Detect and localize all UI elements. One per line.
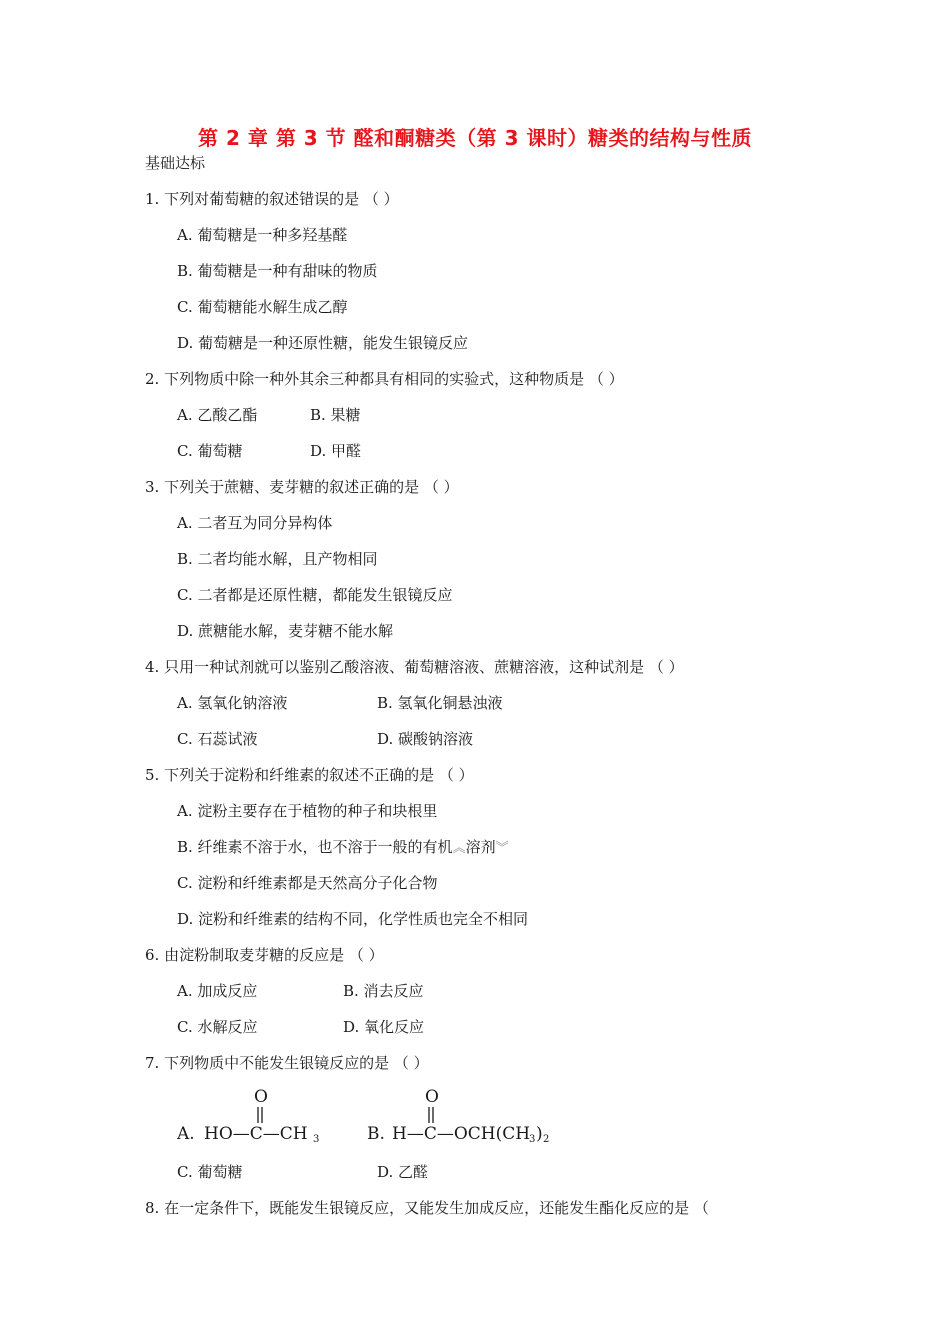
question-6-stem: 6. 由淀粉制取麦芽糖的反应是 （ ） [145,946,384,964]
question-2-option-c: C. 葡萄糖 [177,442,243,460]
formula-b-oxygen: O [425,1087,439,1107]
question-6-option-a: A. 加成反应 [177,982,258,1000]
question-1-option-c: C. 葡萄糖能水解生成乙醇 [177,298,348,316]
formula-b-chain: H—C—OCH(CH [392,1124,531,1144]
question-1-option-a: A. 葡萄糖是一种多羟基醛 [177,226,348,244]
page-title: 第 2 章 第 3 节 醛和酮糖类（第 3 课时）糖类的结构与性质 [198,126,752,150]
question-5-option-b-mark-2: ︾ [495,841,509,856]
question-3-stem: 3. 下列关于蔗糖、麦芽糖的叙述正确的是 （ ） [145,478,459,496]
question-2-option-a: A. 乙酸乙酯 [177,406,258,424]
question-4-option-b: B. 氢氧化铜悬浊液 [377,694,503,712]
question-8-stem: 8. 在一定条件下，既能发生银镜反应，又能发生加成反应，还能发生酯化反应的是 （ [145,1199,709,1217]
formula-a-oxygen: O [254,1087,268,1107]
question-7-stem: 7. 下列物质中不能发生银镜反应的是 （ ） [145,1054,429,1072]
question-4-option-d: D. 碳酸钠溶液 [377,730,474,748]
question-4-stem: 4. 只用一种试剂就可以鉴别乙酸溶液、葡萄糖溶液、蔗糖溶液，这种试剂是 （ ） [145,658,684,676]
question-5-option-b-tail: 溶剂 [465,838,496,856]
section-heading: 基础达标 [145,154,206,172]
formula-b-label: B. [367,1124,385,1144]
question-3-option-c: C. 二者都是还原性糖，都能发生银镜反应 [177,586,453,604]
question-5-option-b-text: B. 纤维素不溶于水，也不溶于一般的有机 [177,838,453,856]
formula-b-close-paren: ) [536,1124,543,1144]
formula-a-subscript: 3 [313,1134,320,1145]
formula-b-subscript-2: 2 [543,1134,550,1145]
question-4-option-c: C. 石蕊试液 [177,730,258,748]
question-3-option-d: D. 蔗糖能水解，麦芽糖不能水解 [177,622,394,640]
question-5-option-b [177,836,509,857]
question-1-option-d: D. 葡萄糖是一种还原性糖，能发生银镜反应 [177,334,469,352]
question-5-option-b-mark-1: ︽ [452,841,466,856]
question-6-option-b: B. 消去反应 [343,982,424,1000]
question-5-option-d: D. 淀粉和纤维素的结构不同，化学性质也完全不相同 [177,910,529,928]
question-2-option-b: B. 果糖 [310,406,361,424]
question-7-option-c: C. 葡萄糖 [177,1163,243,1181]
question-3-option-b: B. 二者均能水解，且产物相同 [177,550,378,568]
question-5-option-a: A. 淀粉主要存在于植物的种子和块根里 [177,802,438,820]
formula-b-subscript-1: 3 [529,1134,536,1145]
question-4-option-a: A. 氢氧化钠溶液 [177,694,288,712]
question-1-option-b: B. 葡萄糖是一种有甜味的物质 [177,262,378,280]
question-7-option-d: D. 乙醛 [377,1163,429,1181]
formula-a-chain: HO—C—CH [204,1124,308,1144]
question-5-stem: 5. 下列关于淀粉和纤维素的叙述不正确的是 （ ） [145,766,474,784]
question-5-option-c: C. 淀粉和纤维素都是天然高分子化合物 [177,874,438,892]
question-6-option-d: D. 氧化反应 [343,1018,425,1036]
question-2-option-d: D. 甲醛 [310,442,362,460]
formula-a-label: A. [177,1124,195,1144]
question-6-option-c: C. 水解反应 [177,1018,258,1036]
question-7-structural-formulas [177,1086,597,1150]
question-1-stem: 1. 下列对葡萄糖的叙述错误的是 （ ） [145,190,399,208]
question-2-stem: 2. 下列物质中除一种外其余三种都具有相同的实验式，这种物质是 （ ） [145,370,624,388]
question-3-option-a: A. 二者互为同分异构体 [177,514,333,532]
